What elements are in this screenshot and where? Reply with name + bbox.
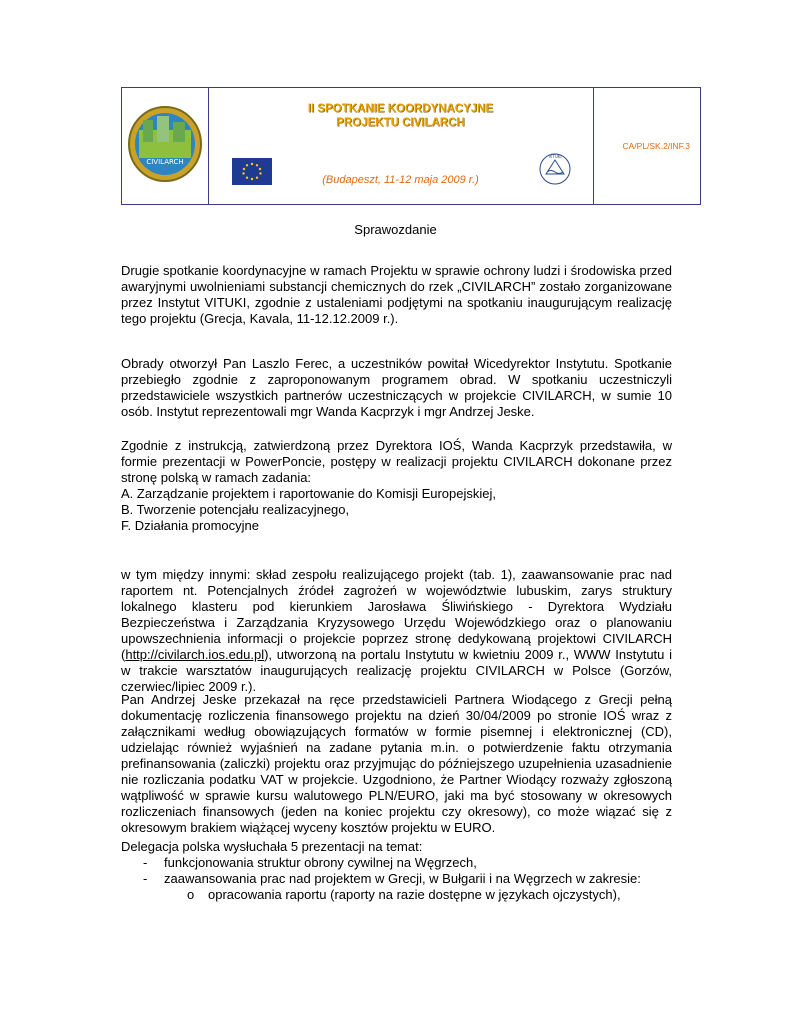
paragraph-intro: Drugie spotkanie koordynacyjne w ramach Projektu w sprawie ochrony ludzi i środowiska przed awaryjnymi uwolnieniami substancji chemicznych do rzek „CIVILARCH” zostało zorganizowane przez Instytut VITUKI, zgodnie z ustaleniami podjętymi na spotkaniu inaugurującym realizację tego projektu (Grecja, Kavala, 11-12.12.2009 r.). <box>121 263 672 326</box>
task-item: A. Zarządzanie projektem i raportowanie do Komisji Europejskiej, <box>121 486 497 501</box>
paragraph-presentation: Zgodnie z instrukcją, zatwierdzoną przez Dyrektora IOŚ, Wanda Kacprzyk przedstawiła, w formie prezentacji w PowerPoncie, postępy w realizacji projektu CIVILARCH dokonane przez stronę polską w ramach zadania: <box>121 438 672 485</box>
bullet-text: zaawansowania prac nad projektem w Grecji, w Bułgarii i na Węgrzech w zakresie: <box>164 871 641 886</box>
task-item: F. Działania promocyjne <box>121 518 260 533</box>
bullet-text: funkcjonowania struktur obrony cywilnej na Węgrzech, <box>164 855 477 870</box>
circle-bullet: o <box>187 887 195 902</box>
dash-bullet: - <box>143 871 148 886</box>
svg-text:VITUKI: VITUKI <box>548 154 562 159</box>
bullet-item <box>121 855 681 871</box>
document-header <box>121 87 701 205</box>
paragraph-details-text: w tym między innymi: skład zespołu realizującego projekt (tab. 1), zaawansowanie prac nad raportem nt. Potencjalnych źródeł zagrożeń w województwie lubuskim, zarys struktury lokalnego klasteru pod kierunkiem Jarosława Śliwińskiego - Dyrektora Wydziału Bezpieczeństwa i Zarządzania Kryzysowego Urzędu Wojewódzkiego oraz o planowaniu upowszechnienia informacji o projekcie poprzez stronę dedykowaną projektowi CIVILARCH ( <box>121 567 672 662</box>
document-title: Sprawozdanie <box>354 222 437 237</box>
project-website-link[interactable]: http://civilarch.ios.edu.pl <box>125 647 265 662</box>
bullet-item <box>121 871 681 887</box>
title-cell <box>208 88 594 204</box>
sub-bullet-text: opracowania raportu (raporty na razie dostępne w językach ojczystych), <box>208 887 621 902</box>
document-reference: CA/PL/SK.2/INF.3 <box>622 141 690 151</box>
svg-text:CIVILARCH: CIVILARCH <box>146 158 184 166</box>
paragraph-details-text-end: ), utworzoną na portalu Instytutu w kwietniu 2009 r., WWW Instytutu i w trakcie warsztatów inaugurujących realizację projektu CIVILARCH w Polsce (Gorzów, czerwiec/lipiec 2009 r.). <box>121 647 672 694</box>
presentations-intro: Delegacja polska wysłuchała 5 prezentacji na temat: <box>121 839 423 854</box>
paragraph-opening: Obrady otworzył Pan Laszlo Ferec, a uczestników powitał Wicedyrektor Instytutu. Spotkanie przebiegło zgodnie z zaproponowanym programem obrad. W spotkaniu uczestniczyli przedstawiciele wszystkich partnerów uczestniczących w projekcie CIVILARCH, w sumie 10 osób. Instytut reprezentowali mgr Wanda Kacprzyk i mgr Andrzej Jeske. <box>121 356 672 419</box>
task-item: B. Tworzenie potencjału realizacyjnego, <box>121 502 350 517</box>
title-line-1: II SPOTKANIE KOORDYNACYJNE <box>307 103 494 115</box>
title-line-2: PROJEKTU CIVILARCH <box>336 117 465 129</box>
presentations-section <box>121 839 681 903</box>
paragraph-details <box>121 567 672 695</box>
dash-bullet: - <box>143 855 148 870</box>
reference-cell <box>593 88 700 204</box>
paragraph-financial: Pan Andrzej Jeske przekazał na ręce przedstawicieli Partnera Wiodącego z Grecji pełną dokumentację rozliczenia finansowego projektu na dzień 30/04/2009 po stronie IOŚ wraz z załącznikami według obowiązujących formatów w formie pisemnej i elektronicznej (CD), udzielając również wyjaśnień na zadane pytania m.in. o potwierdzenie faktu otrzymania prefinansowania (zaliczki) projektu oraz przyjmując do późniejszego uzupełnienia uzasadnienie nie rozliczania podatku VAT w projekcie. Uzgodniono, że Partner Wiodący rozważy zgłoszoną wątpliwość w sprawie kursu walutowego PLN/EURO, jaki ma być stosowany w okresowych rozliczeniach finansowych (jeden na koniec projektu czy okresowy), co może wiązać się z okresowym brakiem wiążącej wyceny kosztów projektu w EURO. <box>121 692 672 835</box>
sub-bullet-item <box>121 887 681 903</box>
task-list <box>121 486 681 534</box>
civilarch-logo <box>127 104 203 184</box>
meeting-title <box>208 102 593 130</box>
meeting-place-date: (Budapeszt, 11-12 maja 2009 r.) <box>322 174 479 186</box>
logo-cell <box>122 88 209 204</box>
